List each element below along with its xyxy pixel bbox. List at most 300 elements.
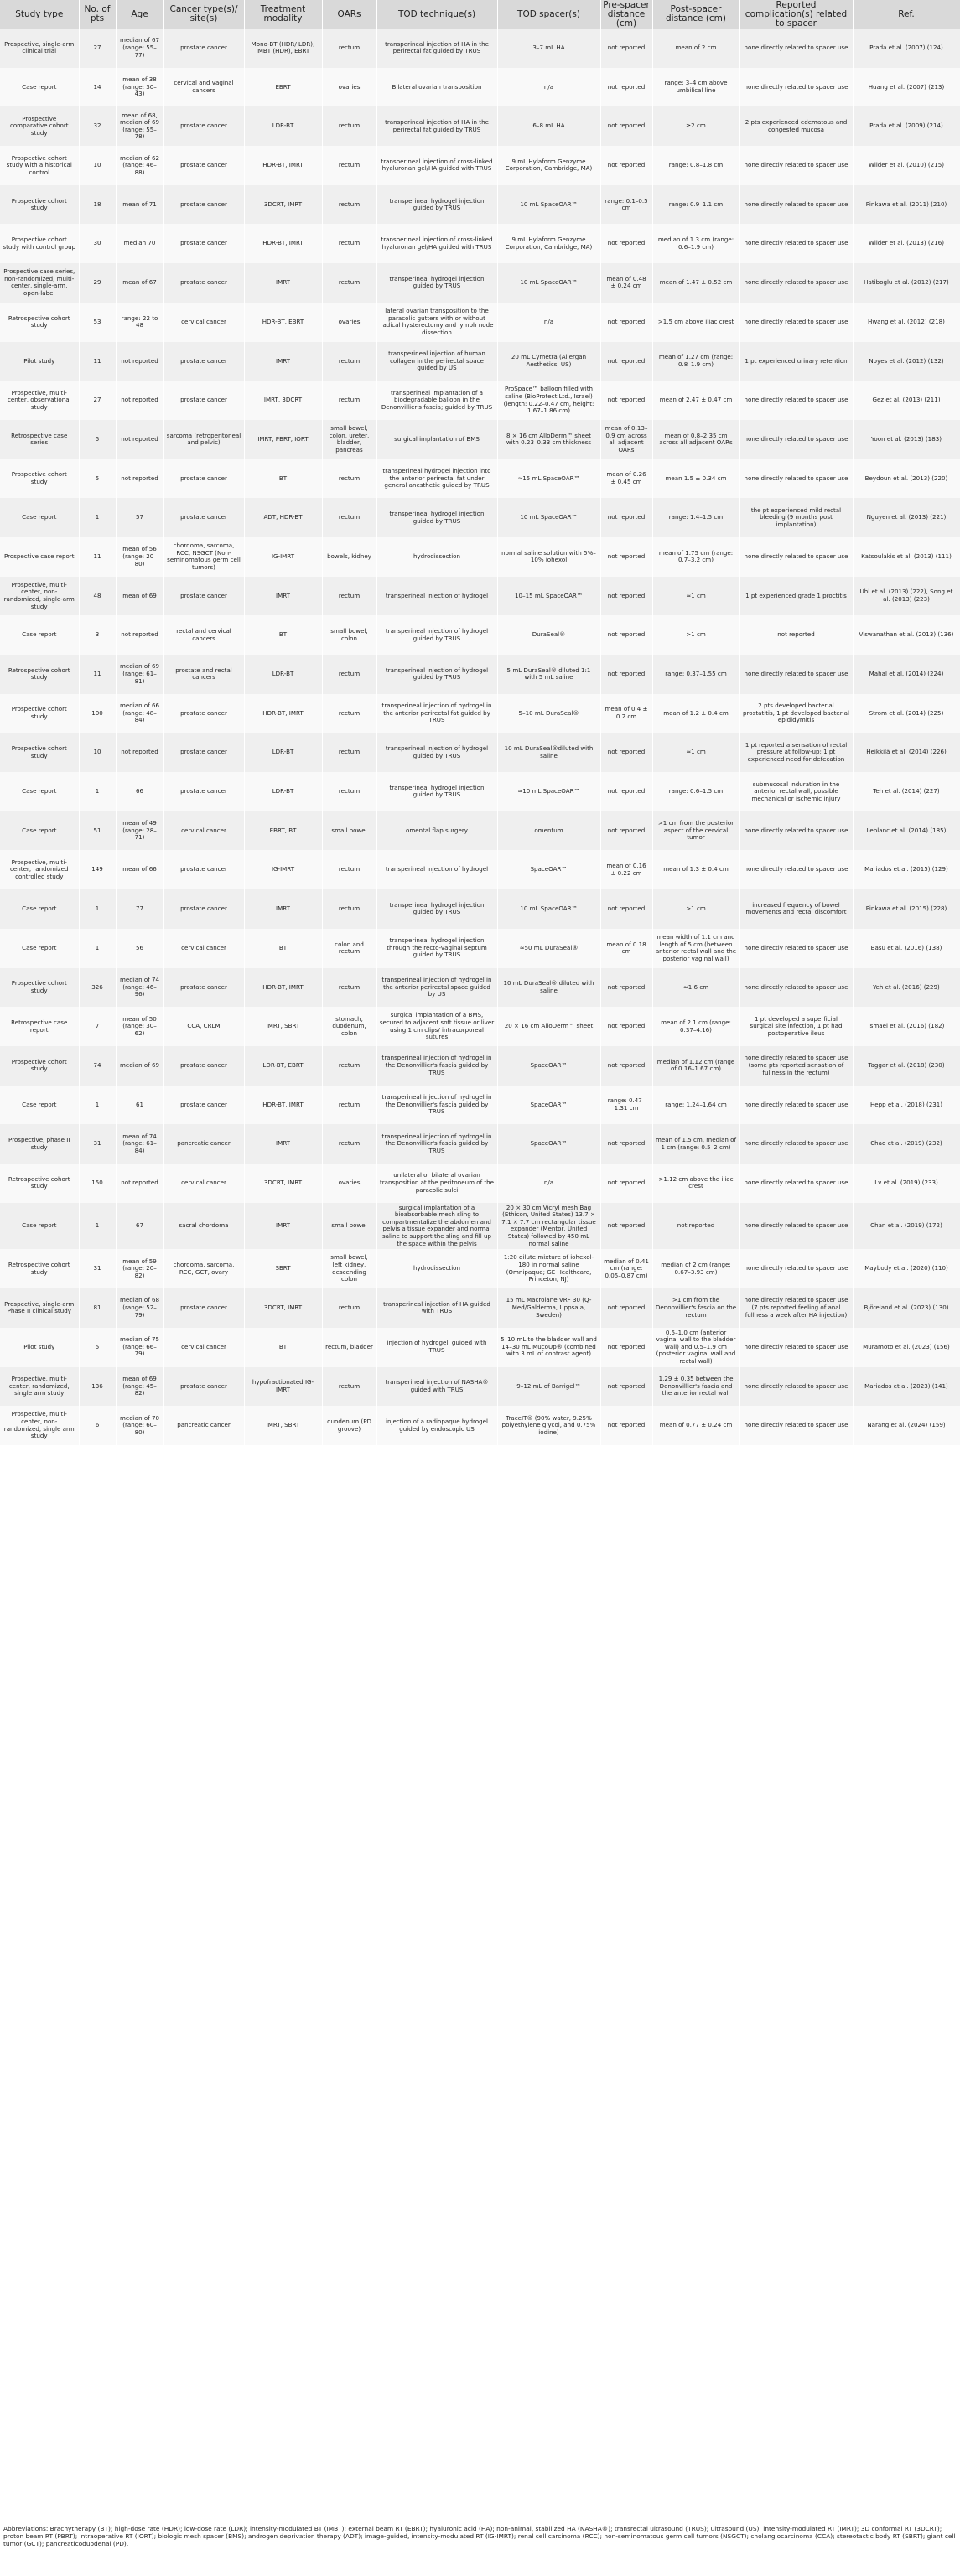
cell-tod-technique: transperineal injection of hydrogel guided by TRUS	[376, 655, 497, 694]
cell-study-type: Case report	[0, 615, 79, 655]
cell-oars: rectum	[322, 1046, 376, 1086]
table-row	[0, 1007, 960, 1046]
cell-pre-spacer-distance: not reported	[600, 615, 652, 655]
cell-ref: Mariados et al. (2015) (129)	[853, 850, 960, 889]
cell-study-type: Prospective cohort study with control group	[0, 224, 79, 263]
cell-cancer-type: chordoma, sarcoma, RCC, GCT, ovary	[163, 1249, 244, 1288]
cell-oars: bowels, kidney	[322, 537, 376, 577]
cell-cancer-type: prostate cancer	[163, 381, 244, 420]
cell-oars: rectum	[322, 968, 376, 1008]
cell-study-type: Case report	[0, 68, 79, 107]
cell-post-spacer-distance: 0.5–1.0 cm (anterior vaginal wall to the bladder wall) and 0.5–1.9 cm (posterior vaginal wall and rectal wall)	[652, 1328, 739, 1367]
cell-oars: small bowel	[322, 1203, 376, 1250]
table-row	[0, 1406, 960, 1445]
cell-cancer-type: prostate cancer	[163, 106, 244, 146]
cell-oars: ovaries	[322, 1164, 376, 1203]
cell-tod-technique: injection of hydrogel, guided with TRUS	[376, 1328, 497, 1367]
table-row	[0, 772, 960, 811]
cell-no-of-pts: 81	[79, 1288, 116, 1328]
table-row	[0, 968, 960, 1008]
cell-no-of-pts: 6	[79, 1406, 116, 1445]
column-header-no-of-pts: No. of pts	[79, 0, 116, 29]
cell-tod-spacer: 9 mL Hylaform Genzyme Corporation, Cambridge, MA)	[497, 224, 600, 263]
cell-age: 61	[116, 1086, 163, 1125]
cell-tod-spacer: 20 × 16 cm AlloDerm™ sheet	[497, 1007, 600, 1046]
cell-reported-complication: none directly related to spacer use	[739, 968, 853, 1008]
table-row	[0, 29, 960, 68]
table-row	[0, 811, 960, 851]
cell-tod-spacer: 3–7 mL HA	[497, 29, 600, 68]
cell-treatment-modality: LDR-BT	[244, 733, 322, 772]
table-header-row	[0, 0, 960, 29]
cell-no-of-pts: 74	[79, 1046, 116, 1086]
cell-ref: Beydoun et al. (2013) (220)	[853, 459, 960, 499]
cell-cancer-type: prostate cancer	[163, 185, 244, 225]
cell-tod-technique: transperineal hydrogel injection into the anterior perirectal fat under general anesthetic guided by TRUS	[376, 459, 497, 499]
cell-pre-spacer-distance: not reported	[600, 1288, 652, 1328]
cell-age: mean of 74 (range: 61–84)	[116, 1124, 163, 1164]
cell-post-spacer-distance: >1.5 cm above iliac crest	[652, 303, 739, 342]
column-header-reported-complication: Reported complication(s) related to spacer	[739, 0, 853, 29]
cell-tod-technique: lateral ovarian transposition to the paracolic gutters with or without radical hysterectomy and lymph node dissection	[376, 303, 497, 342]
cell-oars: small bowel, colon, ureter, bladder, pancreas	[322, 420, 376, 459]
cell-tod-spacer: ProSpace™ balloon filled with saline (BioProtect Ltd., Israel) (length: 0.22–0.47 cm, height: 1.67–1.86 cm)	[497, 381, 600, 420]
cell-no-of-pts: 1	[79, 889, 116, 929]
cell-age: 57	[116, 498, 163, 537]
cell-oars: colon and rectum	[322, 929, 376, 968]
column-header-pre-spacer-distance: Pre-spacer distance (cm)	[600, 0, 652, 29]
cell-tod-spacer: 9–12 mL of Barrigel™	[497, 1367, 600, 1407]
cell-oars: rectum	[322, 1288, 376, 1328]
cell-ref: Hepp et al. (2018) (231)	[853, 1086, 960, 1125]
cell-no-of-pts: 150	[79, 1164, 116, 1203]
cell-treatment-modality: IMRT	[244, 1203, 322, 1250]
cell-ref: Huang et al. (2007) (213)	[853, 68, 960, 107]
cell-reported-complication: none directly related to spacer use	[739, 1086, 853, 1125]
cell-post-spacer-distance: mean of 1.5 cm, median of 1 cm (range: 0.5–2 cm)	[652, 1124, 739, 1164]
cell-cancer-type: cervical cancer	[163, 811, 244, 851]
table-row	[0, 1086, 960, 1125]
cell-tod-spacer: 15 mL Macrolane VRF 30 (Q-Med/Galderma, Uppsala, Sweden)	[497, 1288, 600, 1328]
cell-reported-complication: none directly related to spacer use	[739, 1203, 853, 1250]
table-row	[0, 733, 960, 772]
cell-post-spacer-distance: ≈1 cm	[652, 733, 739, 772]
cell-cancer-type: prostate cancer	[163, 694, 244, 733]
cell-pre-spacer-distance: mean of 0.18 cm	[600, 929, 652, 968]
cell-reported-complication: none directly related to spacer use	[739, 1164, 853, 1203]
cell-tod-spacer: SpaceOAR™	[497, 850, 600, 889]
cell-reported-complication: none directly related to spacer use	[739, 1406, 853, 1445]
table-row	[0, 1249, 960, 1288]
cell-post-spacer-distance: mean of 0.77 ± 0.24 cm	[652, 1406, 739, 1445]
cell-treatment-modality: BT	[244, 615, 322, 655]
cell-pre-spacer-distance: mean of 0.13–0.9 cm across all adjacent OARs	[600, 420, 652, 459]
cell-oars: rectum	[322, 381, 376, 420]
cell-no-of-pts: 7	[79, 1007, 116, 1046]
cell-tod-technique: transperineal hydrogel injection guided by TRUS	[376, 889, 497, 929]
cell-treatment-modality: HDR-BT, IMRT	[244, 968, 322, 1008]
cell-ref: Chan et al. (2019) (172)	[853, 1203, 960, 1250]
cell-tod-technique: transperineal injection of hydrogel in the Denonvillier's fascia guided by TRUS	[376, 1046, 497, 1086]
cell-ref: Heikkilä et al. (2014) (226)	[853, 733, 960, 772]
cell-oars: rectum	[322, 733, 376, 772]
cell-tod-technique: transperineal injection of hydrogel guided by TRUS	[376, 733, 497, 772]
cell-treatment-modality: HDR-BT, IMRT	[244, 224, 322, 263]
cell-tod-spacer: 10 mL DuraSeal® diluted with saline	[497, 968, 600, 1008]
cell-treatment-modality: IMRT, PBRT, IORT	[244, 420, 322, 459]
cell-tod-spacer: TraceIT® (90% water, 9.25% polyethylene glycol, and 0.75% iodine)	[497, 1406, 600, 1445]
cell-treatment-modality: HDR-BT, IMRT	[244, 1086, 322, 1125]
cell-study-type: Pilot study	[0, 1328, 79, 1367]
cell-reported-complication: none directly related to spacer use (7 pts reported feeling of anal fullness a week after HA injection)	[739, 1288, 853, 1328]
cell-post-spacer-distance: mean of 2 cm	[652, 29, 739, 68]
table-row	[0, 655, 960, 694]
cell-tod-technique: transperineal injection of cross-linked hyaluronan gel/HA guided with TRUS	[376, 224, 497, 263]
column-header-study-type: Study type	[0, 0, 79, 29]
cell-cancer-type: prostate cancer	[163, 577, 244, 616]
cell-post-spacer-distance: ≈1.6 cm	[652, 968, 739, 1008]
cell-study-type: Prospective case report	[0, 537, 79, 577]
cell-treatment-modality: IMRT, 3DCRT	[244, 381, 322, 420]
cell-treatment-modality: IG-IMRT	[244, 537, 322, 577]
cell-age: median of 75 (range: 66–79)	[116, 1328, 163, 1367]
cell-study-type: Prospective cohort study	[0, 185, 79, 225]
cell-treatment-modality: IMRT	[244, 1124, 322, 1164]
cell-treatment-modality: BT	[244, 459, 322, 499]
table-row	[0, 381, 960, 420]
column-header-ref: Ref.	[853, 0, 960, 29]
cell-reported-complication: none directly related to spacer use	[739, 303, 853, 342]
cell-ref: Yeh et al. (2016) (229)	[853, 968, 960, 1008]
cell-no-of-pts: 11	[79, 537, 116, 577]
cell-cancer-type: prostate cancer	[163, 889, 244, 929]
cell-study-type: Prospective cohort study	[0, 694, 79, 733]
cell-tod-spacer: ≈50 mL DuraSeal®	[497, 929, 600, 968]
cell-age: mean of 71	[116, 185, 163, 225]
cell-pre-spacer-distance: not reported	[600, 1367, 652, 1407]
cell-ref: Wilder et al. (2010) (215)	[853, 146, 960, 185]
cell-tod-spacer: SpaceOAR™	[497, 1046, 600, 1086]
cell-tod-technique: transperineal injection of hydrogel	[376, 850, 497, 889]
table-row	[0, 1328, 960, 1367]
cell-tod-technique: transperineal implantation of a biodegradable balloon in the Denonvillier's fascia; guided by TRUS	[376, 381, 497, 420]
cell-ref: Björeland et al. (2023) (130)	[853, 1288, 960, 1328]
cell-treatment-modality: HDR-BT, EBRT	[244, 303, 322, 342]
cell-oars: rectum	[322, 1367, 376, 1407]
table-row	[0, 929, 960, 968]
cell-tod-spacer: DuraSeal®	[497, 615, 600, 655]
cell-reported-complication: none directly related to spacer use	[739, 185, 853, 225]
cell-tod-technique: hydrodissection	[376, 537, 497, 577]
cell-study-type: Case report	[0, 1203, 79, 1250]
cell-tod-technique: transperineal injection of hydrogel in the Denonvillier's fascia guided by TRUS	[376, 1124, 497, 1164]
cell-no-of-pts: 326	[79, 968, 116, 1008]
cell-age: mean of 49 (range: 28–71)	[116, 811, 163, 851]
cell-ref: Pinkawa et al. (2011) (210)	[853, 185, 960, 225]
table-row	[0, 577, 960, 616]
cell-tod-technique: transperineal injection of hydrogel in the anterior perirectal space guided by US	[376, 968, 497, 1008]
cell-study-type: Prospective cohort study	[0, 968, 79, 1008]
cell-pre-spacer-distance: not reported	[600, 811, 652, 851]
cell-age: mean of 66	[116, 850, 163, 889]
cell-no-of-pts: 5	[79, 1328, 116, 1367]
cell-reported-complication: none directly related to spacer use	[739, 1367, 853, 1407]
cell-pre-spacer-distance: not reported	[600, 655, 652, 694]
cell-pre-spacer-distance: not reported	[600, 1406, 652, 1445]
cell-reported-complication: 2 pts developed bacterial prostatitis, 1 pt developed bacterial epididymitis	[739, 694, 853, 733]
cell-cancer-type: pancreatic cancer	[163, 1406, 244, 1445]
table-row	[0, 1124, 960, 1164]
cell-post-spacer-distance: median of 1.3 cm (range: 0.6–1.9 cm)	[652, 224, 739, 263]
cell-study-type: Case report	[0, 929, 79, 968]
cell-age: mean of 69 (range: 45–82)	[116, 1367, 163, 1407]
cell-pre-spacer-distance: not reported	[600, 772, 652, 811]
cell-no-of-pts: 48	[79, 577, 116, 616]
cell-age: range: 22 to 48	[116, 303, 163, 342]
cell-no-of-pts: 149	[79, 850, 116, 889]
cell-treatment-modality: IMRT	[244, 577, 322, 616]
cell-no-of-pts: 53	[79, 303, 116, 342]
cell-tod-technique: unilateral or bilateral ovarian transposition at the peritoneum of the paracolic sulci	[376, 1164, 497, 1203]
cell-reported-complication: none directly related to spacer use	[739, 811, 853, 851]
cell-oars: small bowel	[322, 811, 376, 851]
cell-tod-technique: transperineal injection of hydrogel in the anterior perirectal fat guided by TRUS	[376, 694, 497, 733]
cell-pre-spacer-distance: not reported	[600, 1203, 652, 1250]
cell-cancer-type: pancreatic cancer	[163, 1124, 244, 1164]
cell-reported-complication: submucosal induration in the anterior rectal wall, possible mechanical or ischemic injury	[739, 772, 853, 811]
column-header-tod-spacer: TOD spacer(s)	[497, 0, 600, 29]
cell-treatment-modality: LDR-BT	[244, 772, 322, 811]
cell-ref: Teh et al. (2014) (227)	[853, 772, 960, 811]
cell-reported-complication: none directly related to spacer use	[739, 655, 853, 694]
cell-oars: rectum	[322, 459, 376, 499]
cell-study-type: Retrospective cohort study	[0, 1164, 79, 1203]
column-header-age: Age	[116, 0, 163, 29]
cell-no-of-pts: 1	[79, 929, 116, 968]
cell-cancer-type: sarcoma (retroperitoneal and pelvic)	[163, 420, 244, 459]
cell-post-spacer-distance: >1 cm from the posterior aspect of the cervical tumor	[652, 811, 739, 851]
cell-no-of-pts: 1	[79, 772, 116, 811]
cell-tod-spacer: 10 mL SpaceOAR™	[497, 185, 600, 225]
cell-study-type: Prospective, multi-center, non-randomized, single arm study	[0, 1406, 79, 1445]
cell-post-spacer-distance: range: 1.4–1.5 cm	[652, 498, 739, 537]
cell-post-spacer-distance: mean of 2.47 ± 0.47 cm	[652, 381, 739, 420]
cell-oars: rectum	[322, 224, 376, 263]
cell-treatment-modality: hypofractionated IG-IMRT	[244, 1367, 322, 1407]
cell-age: not reported	[116, 342, 163, 381]
cell-reported-complication: none directly related to spacer use	[739, 29, 853, 68]
cell-no-of-pts: 136	[79, 1367, 116, 1407]
cell-age: mean of 69	[116, 577, 163, 616]
cell-ref: Viswanathan et al. (2013) (136)	[853, 615, 960, 655]
cell-oars: rectum	[322, 185, 376, 225]
cell-tod-spacer: SpaceOAR™	[497, 1124, 600, 1164]
cell-reported-complication: none directly related to spacer use	[739, 420, 853, 459]
cell-cancer-type: prostate cancer	[163, 342, 244, 381]
cell-treatment-modality: SBRT	[244, 1249, 322, 1288]
cell-tod-spacer: normal saline solution with 5%–10% iohexol	[497, 537, 600, 577]
cell-reported-complication: none directly related to spacer use	[739, 1124, 853, 1164]
cell-tod-technique: transperineal hydrogel injection guided by TRUS	[376, 263, 497, 303]
cell-ref: Hwang et al. (2012) (218)	[853, 303, 960, 342]
cell-cancer-type: cervical cancer	[163, 1328, 244, 1367]
cell-tod-technique: transperineal hydrogel injection guided by TRUS	[376, 185, 497, 225]
cell-ref: Mahal et al. (2014) (224)	[853, 655, 960, 694]
cell-pre-spacer-distance: not reported	[600, 968, 652, 1008]
cell-reported-complication: none directly related to spacer use	[739, 68, 853, 107]
cell-age: not reported	[116, 615, 163, 655]
cell-post-spacer-distance: range: 1.24–1.64 cm	[652, 1086, 739, 1125]
cell-ref: Gez et al. (2013) (211)	[853, 381, 960, 420]
cell-study-type: Prospective, multi-center, randomized controlled study	[0, 850, 79, 889]
cell-treatment-modality: IMRT	[244, 889, 322, 929]
cell-no-of-pts: 5	[79, 420, 116, 459]
cell-tod-technique: surgical implantation of BMS	[376, 420, 497, 459]
table-row	[0, 889, 960, 929]
cell-ref: Strom et al. (2014) (225)	[853, 694, 960, 733]
cell-tod-technique: transperineal injection of HA in the perirectal fat guided by TRUS	[376, 106, 497, 146]
cell-tod-spacer: 10–15 mL SpaceOAR™	[497, 577, 600, 616]
cell-post-spacer-distance: ≥2 cm	[652, 106, 739, 146]
cell-ref: Wilder et al. (2013) (216)	[853, 224, 960, 263]
cell-treatment-modality: Mono-BT (HDR/ LDR), IMBT (HDR), EBRT	[244, 29, 322, 68]
cell-age: mean of 38 (range: 30–43)	[116, 68, 163, 107]
cell-cancer-type: prostate cancer	[163, 1288, 244, 1328]
cell-age: mean of 59 (range: 20–82)	[116, 1249, 163, 1288]
cell-tod-technique: transperineal hydrogel injection guided by TRUS	[376, 772, 497, 811]
table-body	[0, 29, 960, 1445]
cell-pre-spacer-distance: range: 0.47–1.31 cm	[600, 1086, 652, 1125]
cell-study-type: Prospective, multi-center, observational study	[0, 381, 79, 420]
cell-post-spacer-distance: >1.12 cm above the iliac crest	[652, 1164, 739, 1203]
cell-reported-complication: none directly related to spacer use	[739, 850, 853, 889]
cell-cancer-type: prostate cancer	[163, 459, 244, 499]
cell-oars: rectum	[322, 146, 376, 185]
cell-reported-complication: none directly related to spacer use	[739, 537, 853, 577]
cell-age: 66	[116, 772, 163, 811]
cell-no-of-pts: 51	[79, 811, 116, 851]
cell-reported-complication: none directly related to spacer use	[739, 224, 853, 263]
cell-cancer-type: cervical cancer	[163, 303, 244, 342]
cell-no-of-pts: 1	[79, 1086, 116, 1125]
cell-cancer-type: prostate cancer	[163, 1367, 244, 1407]
cell-treatment-modality: IMRT, SBRT	[244, 1007, 322, 1046]
table-row	[0, 1203, 960, 1250]
cell-pre-spacer-distance: mean of 0.48 ± 0.24 cm	[600, 263, 652, 303]
cell-tod-technique: transperineal injection of HA guided with TRUS	[376, 1288, 497, 1328]
cell-tod-technique: transperineal hydrogel injection through the recto-vaginal septum guided by TRUS	[376, 929, 497, 968]
cell-post-spacer-distance: mean of 1.75 cm (range: 0.7–3.2 cm)	[652, 537, 739, 577]
column-header-cancer-type: Cancer type(s)/ site(s)	[163, 0, 244, 29]
cell-oars: small bowel, left kidney, descending colon	[322, 1249, 376, 1288]
cell-cancer-type: chordoma, sarcoma, RCC, NSGCT (Non-seminomatous germ cell tumors)	[163, 537, 244, 577]
cell-pre-spacer-distance: not reported	[600, 1328, 652, 1367]
cell-tod-technique: injection of a radiopaque hydrogel guided by endoscopic US	[376, 1406, 497, 1445]
cell-ref: Uhl et al. (2013) (222), Song et al. (2013) (223)	[853, 577, 960, 616]
cell-ref: Pinkawa et al. (2015) (228)	[853, 889, 960, 929]
cell-pre-spacer-distance: not reported	[600, 537, 652, 577]
cell-treatment-modality: EBRT	[244, 68, 322, 107]
cell-study-type: Prospective comparative cohort study	[0, 106, 79, 146]
cell-reported-complication: 1 pt experienced grade 1 proctitis	[739, 577, 853, 616]
cell-pre-spacer-distance: not reported	[600, 224, 652, 263]
cell-treatment-modality: LDR-BT	[244, 106, 322, 146]
cell-pre-spacer-distance: not reported	[600, 146, 652, 185]
cell-pre-spacer-distance: not reported	[600, 1124, 652, 1164]
cell-oars: rectum	[322, 1086, 376, 1125]
cell-oars: rectum	[322, 263, 376, 303]
cell-no-of-pts: 1	[79, 1203, 116, 1250]
cell-study-type: Prospective, multi-center, randomized, single arm study	[0, 1367, 79, 1407]
cell-cancer-type: rectal and cervical cancers	[163, 615, 244, 655]
cell-no-of-pts: 29	[79, 263, 116, 303]
cell-pre-spacer-distance: range: 0.1–0.5 cm	[600, 185, 652, 225]
cell-ref: Hatiboglu et al. (2012) (217)	[853, 263, 960, 303]
cell-reported-complication: none directly related to spacer use	[739, 1249, 853, 1288]
cell-cancer-type: prostate cancer	[163, 1046, 244, 1086]
column-header-oars: OARs	[322, 0, 376, 29]
cell-age: mean of 67	[116, 263, 163, 303]
cell-tod-spacer: 10 mL SpaceOAR™	[497, 889, 600, 929]
cell-age: not reported	[116, 459, 163, 499]
cell-post-spacer-distance: mean of 1.2 ± 0.4 cm	[652, 694, 739, 733]
cell-post-spacer-distance: >1 cm from the Denonvillier's fascia on the rectum	[652, 1288, 739, 1328]
column-header-tod-technique: TOD technique(s)	[376, 0, 497, 29]
cell-treatment-modality: 3DCRT, IMRT	[244, 1288, 322, 1328]
cell-tod-spacer: omentum	[497, 811, 600, 851]
cell-tod-spacer: 5 mL DuraSeal® diluted 1:1 with 5 mL saline	[497, 655, 600, 694]
cell-ref: Maybody et al. (2020) (110)	[853, 1249, 960, 1288]
cell-cancer-type: prostate cancer	[163, 850, 244, 889]
cell-cancer-type: prostate cancer	[163, 146, 244, 185]
cell-oars: rectum	[322, 29, 376, 68]
cell-pre-spacer-distance: mean of 0.4 ± 0.2 cm	[600, 694, 652, 733]
cell-oars: rectum	[322, 694, 376, 733]
cell-cancer-type: prostate cancer	[163, 498, 244, 537]
cell-ref: Mariados et al. (2023) (141)	[853, 1367, 960, 1407]
cell-post-spacer-distance: mean of 0.8–2.35 cm across all adjacent OARs	[652, 420, 739, 459]
table-row	[0, 694, 960, 733]
cell-oars: ovaries	[322, 68, 376, 107]
cell-no-of-pts: 14	[79, 68, 116, 107]
cell-ref: Muramoto et al. (2023) (156)	[853, 1328, 960, 1367]
table-row	[0, 1288, 960, 1328]
cell-tod-technique: transperineal hydrogel injection guided by TRUS	[376, 498, 497, 537]
cell-post-spacer-distance: ≈1 cm	[652, 577, 739, 616]
cell-age: 56	[116, 929, 163, 968]
cell-age: mean of 50 (range: 30–62)	[116, 1007, 163, 1046]
cell-age: not reported	[116, 1164, 163, 1203]
table-row	[0, 263, 960, 303]
cell-oars: rectum	[322, 342, 376, 381]
cell-reported-complication: the pt experienced mild rectal bleeding (9 months post implantation)	[739, 498, 853, 537]
cell-cancer-type: prostate cancer	[163, 224, 244, 263]
cell-age: not reported	[116, 420, 163, 459]
cell-reported-complication: none directly related to spacer use	[739, 459, 853, 499]
cell-age: median of 69 (range: 61–81)	[116, 655, 163, 694]
cell-study-type: Case report	[0, 811, 79, 851]
cell-tod-spacer: ≈15 mL SpaceOAR™	[497, 459, 600, 499]
cell-study-type: Prospective cohort study with a historical control	[0, 146, 79, 185]
cell-age: mean of 56 (range: 20–80)	[116, 537, 163, 577]
table-row	[0, 1046, 960, 1086]
cell-reported-complication: not reported	[739, 615, 853, 655]
cell-tod-technique: transperineal injection of hydrogel in the Denonvillier's fascia guided by TRUS	[376, 1086, 497, 1125]
cell-oars: rectum	[322, 577, 376, 616]
cell-pre-spacer-distance: mean of 0.16 ± 0.22 cm	[600, 850, 652, 889]
table-row	[0, 420, 960, 459]
cell-treatment-modality: IMRT, SBRT	[244, 1406, 322, 1445]
